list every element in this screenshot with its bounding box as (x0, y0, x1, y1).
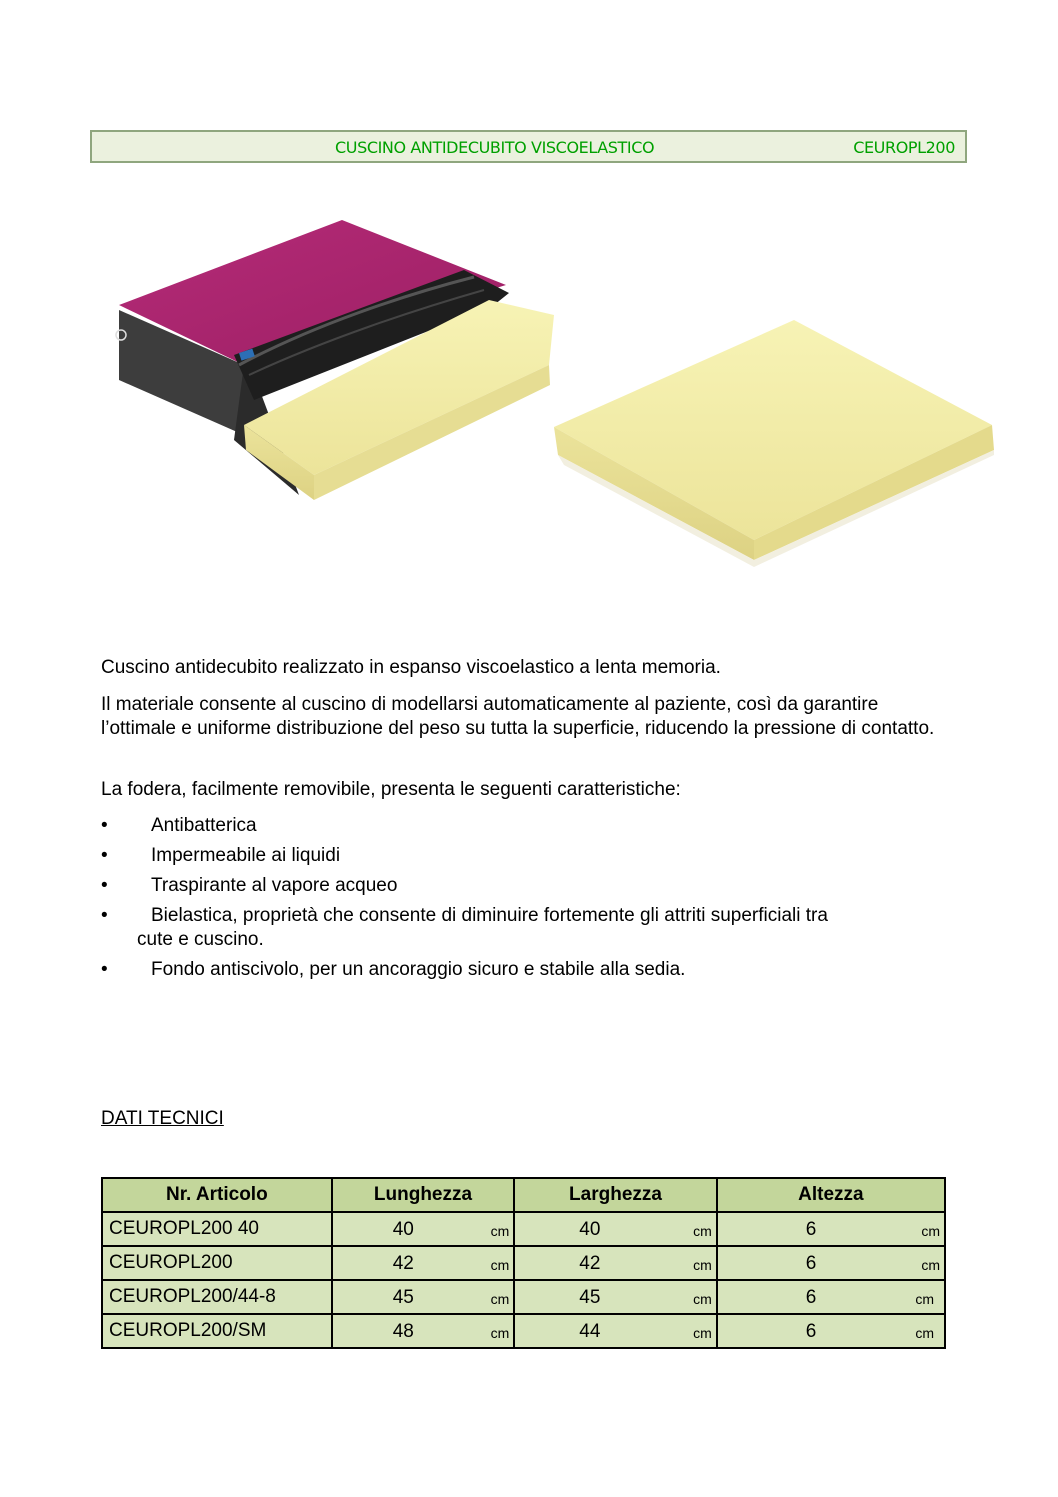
length-cell (332, 1212, 515, 1246)
height-cell (717, 1212, 945, 1246)
list-item (101, 814, 941, 838)
description-paragraph-2: Il materiale consente al cuscino di modellarsi automaticamente al paziente, così da garantire l’ottimale e uniforme distribuzione del peso su tutta la superficie, riducendo la pressione di contatto. (101, 694, 935, 739)
article-code: CEUROPL200/SM (102, 1314, 332, 1348)
unit-label: cm (915, 1291, 934, 1307)
bullet: • (101, 875, 108, 896)
column-header: Altezza (717, 1178, 945, 1212)
list-item (101, 874, 941, 898)
column-header: Nr. Articolo (102, 1178, 332, 1212)
length-value: 42 (392, 1253, 414, 1274)
list-item (101, 844, 941, 868)
features-list (101, 814, 941, 988)
bullet: • (101, 845, 108, 866)
height-value: 6 (805, 1287, 817, 1308)
technical-table (101, 1177, 946, 1349)
unit-label: cm (693, 1257, 712, 1273)
width-cell (514, 1314, 716, 1348)
description-paragraph-1: Cuscino antidecubito realizzato in espanso viscoelastico a lenta memoria. (101, 657, 721, 678)
table-row (102, 1314, 945, 1348)
list-item (101, 958, 941, 982)
product-code: CEUROPL200 (853, 138, 955, 157)
feature-text-continued: cute e cuscino. (137, 929, 264, 950)
table-header-row (102, 1178, 945, 1212)
bullet: • (101, 815, 108, 836)
feature-text: Bielastica, proprietà che consente di diminuire fortemente gli attriti superficiali tra (151, 905, 828, 926)
description-paragraph-3: La fodera, facilmente removibile, presenta le seguenti caratteristiche: (101, 779, 681, 800)
table-row (102, 1212, 945, 1246)
width-cell (514, 1246, 716, 1280)
unit-label: cm (693, 1291, 712, 1307)
unit-label: cm (490, 1257, 510, 1273)
unit-label: cm (490, 1223, 510, 1239)
height-value: 6 (805, 1219, 817, 1240)
height-cell (717, 1314, 945, 1348)
document-title: CUSCINO ANTIDECUBITO VISCOELASTICO (335, 138, 655, 157)
height-value: 6 (805, 1321, 817, 1342)
column-header: Lunghezza (332, 1178, 515, 1212)
bullet: • (101, 905, 108, 926)
height-cell (717, 1246, 945, 1280)
length-value: 48 (392, 1321, 414, 1342)
article-code: CEUROPL200/44-8 (102, 1280, 332, 1314)
unit-label: cm (693, 1325, 712, 1341)
width-value: 42 (579, 1253, 601, 1274)
table-row (102, 1246, 945, 1280)
cushion-with-cover-image (116, 220, 554, 500)
unit-label: cm (921, 1257, 940, 1273)
unit-label: cm (490, 1291, 510, 1307)
length-value: 40 (392, 1219, 414, 1240)
foam-cushion-image (554, 320, 994, 567)
length-value: 45 (392, 1287, 414, 1308)
width-value: 45 (579, 1287, 601, 1308)
product-images (114, 215, 994, 595)
width-value: 40 (579, 1219, 601, 1240)
unit-label: cm (490, 1325, 510, 1341)
length-cell (332, 1314, 515, 1348)
feature-text: Traspirante al vapore acqueo (151, 875, 398, 896)
unit-label: cm (921, 1223, 940, 1239)
width-value: 44 (579, 1321, 601, 1342)
column-header: Larghezza (514, 1178, 716, 1212)
list-item (101, 904, 941, 952)
length-cell (332, 1280, 515, 1314)
height-cell (717, 1280, 945, 1314)
unit-label: cm (693, 1223, 712, 1239)
table-row (102, 1280, 945, 1314)
feature-text: Impermeabile ai liquidi (151, 845, 341, 866)
article-code: CEUROPL200 (102, 1246, 332, 1280)
unit-label: cm (915, 1325, 934, 1341)
section-title: DATI TECNICI (101, 1108, 224, 1129)
header-bar (90, 130, 967, 163)
bullet: • (101, 959, 108, 980)
feature-text: Fondo antiscivolo, per un ancoraggio sicuro e stabile alla sedia. (151, 959, 686, 980)
article-code: CEUROPL200 40 (102, 1212, 332, 1246)
width-cell (514, 1280, 716, 1314)
feature-text: Antibatterica (151, 815, 257, 836)
height-value: 6 (805, 1253, 817, 1274)
length-cell (332, 1246, 515, 1280)
width-cell (514, 1212, 716, 1246)
